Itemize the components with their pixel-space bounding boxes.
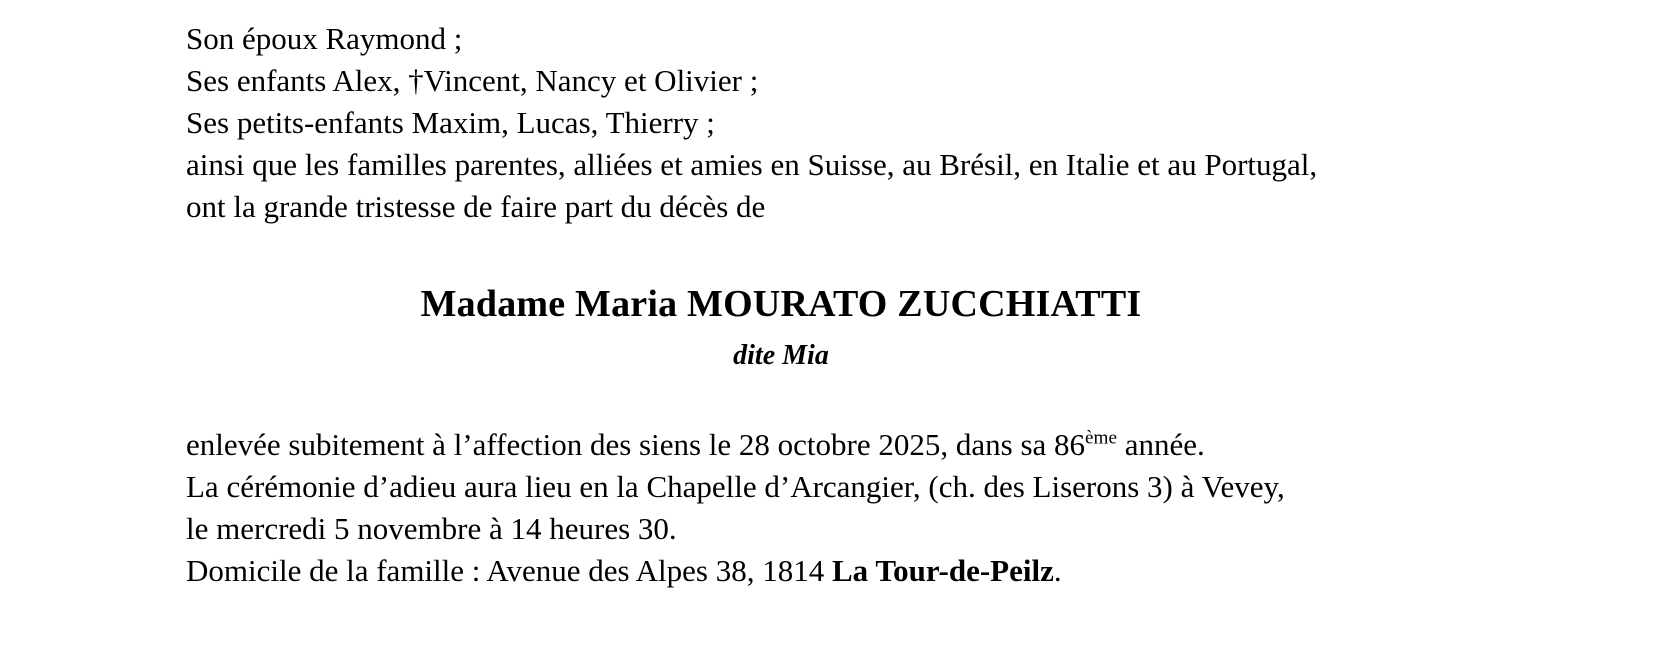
intro-line-2: Ses enfants Alex, †Vincent, Nancy et Olivier ; (186, 63, 759, 98)
intro-line-1: Son époux Raymond ; (186, 21, 463, 56)
details-line-4-tail: . (1053, 553, 1062, 588)
details-line-3: le mercredi 5 novembre à 14 heures 30. (186, 511, 677, 546)
details-paragraph (186, 424, 1486, 592)
intro-paragraph (186, 18, 1486, 228)
details-line-1-tail: année. (1117, 427, 1205, 462)
deceased-name-block (186, 280, 1376, 376)
deceased-name: Madame Maria MOURATO ZUCCHIATTI (420, 283, 1142, 325)
ordinal-suffix: ème (1085, 427, 1117, 449)
details-line-1-text: enlevée subitement à l’affection des siens le 28 octobre 2025, dans sa 86 (186, 427, 1086, 462)
deceased-alias: dite Mia (733, 340, 829, 371)
details-line-2: La cérémonie d’adieu aura lieu en la Chapelle d’Arcangier, (ch. des Liserons 3) à Vevey, (186, 469, 1285, 504)
details-line-4-text: Domicile de la famille : Avenue des Alpes 38, 1814 (186, 553, 832, 588)
details-line-1 (186, 424, 1486, 466)
family-locality: La Tour-de-Peilz (831, 553, 1054, 588)
intro-line-5: ont la grande tristesse de faire part du décès de (186, 189, 766, 224)
details-line-4 (186, 550, 1486, 592)
intro-line-3: Ses petits-enfants Maxim, Lucas, Thierry ; (186, 105, 715, 140)
death-notice (186, 18, 1486, 592)
intro-line-4: ainsi que les familles parentes, alliées et amies en Suisse, au Brésil, en Italie et au Portugal, (186, 147, 1318, 182)
